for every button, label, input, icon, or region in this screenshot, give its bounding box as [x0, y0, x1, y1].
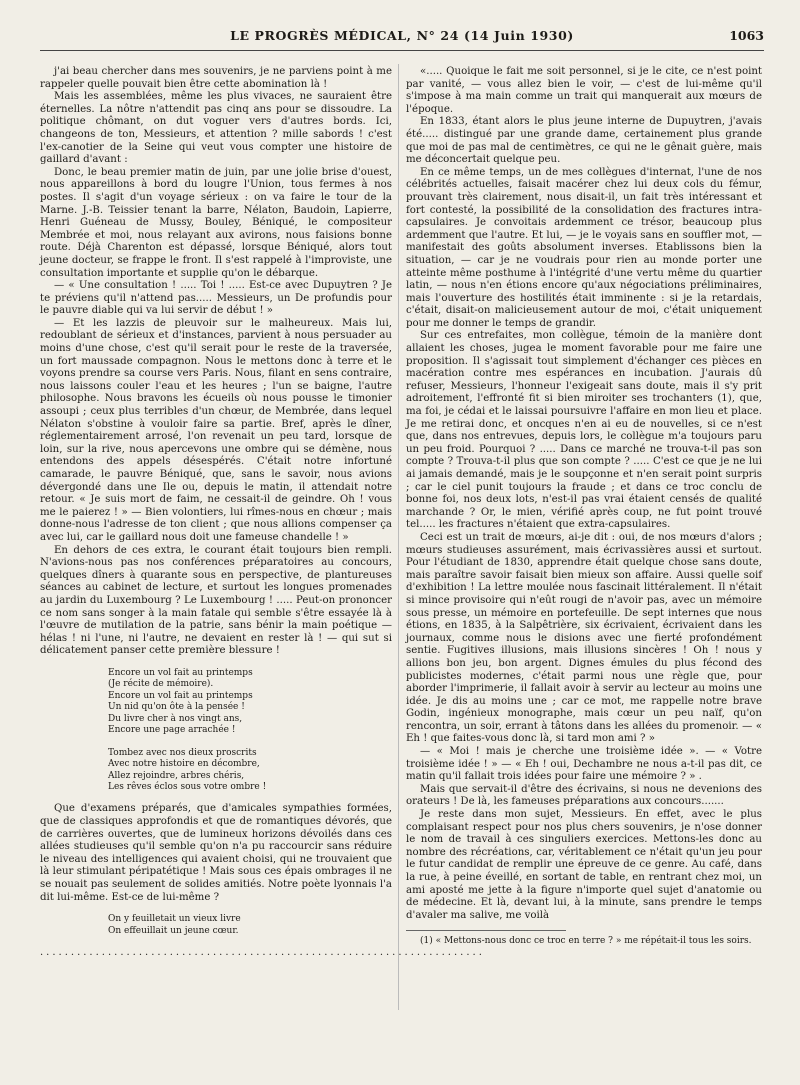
- paragraph: Donc, le beau premier matin de juin, par une jolie brise d'ouest, nous appareillons à bord du lougre l'Union, tous fermes à nos postes. Il s'agit d'un voyage sérieux : on va faire le tour de la Marne. J.-B. Teissier tenant la barre, Nélaton, Baudoin, Lapierre, Henri Guéneau de Mussy, Bouley, Béniqué, le compositeur Membrée et moi, nous relayant aux avirons, nous faisions bonne route. Déjà Charenton est dépassé, lorsque Béniqué, alors tout jeune docteur, se frappe le front. Il s'est rappelé à l'improviste, une consultation importante et supplie qu'on le débarque.: [40, 166, 392, 279]
- poem-line: (Je récite de mémoire).: [108, 679, 214, 690]
- paragraph: Que d'examens préparés, que d'amicales sympathies formées, que de classiques approfondis et que de romantiques dévorés, que de carrières ouvertes, que de lumineux horizons dévoilés dans ces allées studieuses qu'il semble qu'on n'a pu raccourcir sans réduire le niveau des intelligences qui avaient choisi, qui ne trouvaient que là leur stimulant péripatétique ! Mais sous ces épais ombrages il ne se nouait pas seulement de solides amitiés. Notre poète lyonnais l'a dit lui-même. Est-ce de lui-même ?: [40, 803, 392, 903]
- poem-line: On effeuillait un jeune cœur.: [108, 925, 239, 936]
- paragraph: j'ai beau chercher dans mes souvenirs, je ne parviens point à me rappeler quelle pouvait bien être cette abomination là !: [40, 66, 392, 90]
- footnote: (1) « Mettons-nous donc ce troc en terre ? » me répétait-il tous les soirs.: [420, 936, 752, 947]
- poem-line: Les rêves éclos sous votre ombre !: [108, 781, 267, 792]
- poem-line: Allez rejoindre, arbres chéris,: [108, 770, 245, 781]
- poem-couplet: [108, 914, 392, 937]
- poem: [108, 668, 392, 793]
- poem-line: Avec notre histoire en décombre,: [108, 759, 260, 770]
- poem-line: Encore une page arrachée !: [108, 724, 236, 735]
- paragraph: Ceci est un trait de mœurs, ai-je dit : oui, de nos mœurs d'alors ; mœurs studieuses assurément, mais écrivassières aussi et surtout. Pour l'étudiant de 1830, apprendre était quelque chose sans doute, mais paraître savoir faisait bien mieux son affaire. Aussi quelle soif d'exhibition ! La lettre moulée nous fascinait littéralement. Il n'était si mince provisoire qui n'eût rougi de n'avoir pas, avec un mémoire sous presse, un mémoire en portefeuille. De sept internes que nous étions, en 1835, à la Salpêtrière, six écrivaient, écrivaient dans les journaux, comme nous le disions avec une fierté profondément sentie. Fugitives illusions, mais illusions sincères ! Oh ! nous y allions bon jeu, bon argent. Dignes émules du plus fécond des publicistes modernes, c'était parmi nous une règle que, pour aborder l'imprimerie, il fallait avoir à servir au lecteur au moins une idée. Je dis au moins une ; car ce mot, me rappelle notre brave Godin, ingénieux monographe, mais cœur un peu naïf, qu'on rencontra, un soir, errant à tâtons dans les allées du promenoir. — « Eh ! que faites-vous donc là, si tard mon ami ? »: [406, 531, 762, 745]
- poem-line: Encore un vol fait au printemps: [108, 667, 253, 678]
- poem-stanza-break: [108, 736, 392, 747]
- running-title: LE PROGRÈS MÉDICAL, N° 24 (14 Juin 1930): [230, 28, 574, 43]
- poem-line: Encore un vol fait au printemps: [108, 690, 253, 701]
- right-column: [406, 66, 762, 1014]
- poem-line: Du livre cher à nos vingt ans,: [108, 713, 243, 724]
- paragraph: Je reste dans mon sujet, Messieurs. En effet, avec le plus complaisant respect pour nos plus chers souvenirs, je n'ose donner le nom de travail à ces singuliers exercices. Mettons-les donc au nombre des récréations, car, véritablement ce n'était qu'un jeu pour le futur candidat de remplir une épreuve de ce genre. Au café, dans la rue, à peine éveillé, en sortant de table, en rentrant chez moi, un ami aposté me jette à la figure n'importe quel sujet d'anatomie ou de médecine. Et là, devant lui, à la minute, sans prendre le temps d'avaler ma salive, me voilà: [406, 809, 762, 921]
- poem-line: On y feuilletait un vieux livre: [108, 914, 241, 925]
- paragraph: En dehors de ces extra, le courant était toujours bien rempli. N'avions-nous pas nos conférences préparatoires au concours, quelques dîners à quarante sous en perspective, de plantureuses séances au cabinet de lecture, et surtout les longues promenades au jardin du Luxembourg ? Le Luxembourg ! ..... Peut-on prononcer ce nom sans songer à la main fatale qui semble s'être essayée là à l'œuvre de mutilation de la patrie, sans bénir la main poétique — hélas ! ni l'une, ni l'autre, ne devaient en rester là ! — qui sut si délicatement panser cette première blessure !: [40, 544, 392, 657]
- paragraph: — Et les lazzis de pleuvoir sur le malheureux. Mais lui, redoublant de sérieux et d'instances, parvient à nous persuader au moins d'une chose, c'est qu'il serait pour le reste de la traversée, un fort maussade compagnon. Nous le mettons donc à terre et le voyons prendre sa course vers Paris. Nous, filant en sens contraire, nous laissons couler l'eau et les heures ; l'un se baigne, l'autre philosophe. Nous bravons les écueils où nous pousse le timonier assoupi ; ceux plus terribles d'un chœur, de Membrée, dans lequel Nélaton s'obstine à vouloir faire sa partie. Bref, après le dîner, réglementairement arrosé, l'on revenait un peu tard, lorsque de loin, sur la rive, nous apercevons une ombre qui se démène, nous entendons des appels désespérés. C'était notre infortuné camarade, le pauvre Béniqué, que, sans le savoir, nous avions dévergondé dans une Ile ou, depuis le matin, il attendait notre retour. « Je suis mort de faim, ne cessait-il de geindre. Oh ! vous me le paierez ! » — Bien volontiers, lui rîmes-nous en chœur ; mais donne-nous l'adresse de ton client ; que nous allions compenser ça avec lui, car le gaillard nous doit une fameuse chandelle ! »: [40, 317, 392, 543]
- paragraph: Sur ces entrefaites, mon collègue, témoin de la manière dont allaient les choses, jugea le moment favorable pour me faire une proposition. Il s'agissait tout simplement d'échanger ces pièces en macération contre mes espérances en incubation. J'aurais dû refuser, Messieurs, l'honneur l'exigeait sans doute, mais il s'y prit adroitement, l'effronté fit si bien miroiter ses trochanters (1), que, ma foi, je cédai et le laissai poursuivre l'affaire en mon lieu et place. Je me retirai donc, et oncques n'en ai eu de nouvelles, si ce n'est que, dans nos entrevues, depuis lors, le collègue m'a toujours paru un peu froid. Pourquoi ? ..... Dans ce marché ne trouva-t-il pas son compte ? Trouva-t-il plus que son compte ? ..... C'est ce que je ne lui ai jamais demandé, mais je le soupçonne et n'en serait point surpris ; car le ciel punit toujours la fraude ; et dans ce troc conclu de bonne foi, nos deux lots, n'est-il pas vrai étaient censés de qualité marchande ? Or, le mien, vérifié après coup, ne fut point trouvé tel..... les fractures n'étaient que extra-capsulaires.: [406, 330, 762, 531]
- paragraph: En 1833, étant alors le plus jeune interne de Dupuytren, j'avais été..... distingué par une grande dame, certainement plus grande que moi de pas mal de centimètres, ce qui ne le gênait guère, mais me déconcertait quelque peu.: [406, 116, 762, 166]
- paragraph: «..... Quoique le fait me soit personnel, si je le cite, ce n'est point par vanité, — vous allez bien le voir, — c'est de lui-même qu'il s'impose à ma main comme un trait qui manquerait aux mœurs de l'époque.: [406, 66, 762, 115]
- paragraph: En ce même temps, un de mes collègues d'internat, l'une de nos célébrités actuelles, faisait macérer chez lui deux cols du fémur, prouvant très clairement, nous disait-il, un fait très intéressant et fort contesté, la possibilité de la consolidation des fractures intra-capsulaires. Je convoitais ardemment ce trésor, beaucoup plus ardemment que l'autre. Et lui, — je le voyais sans en souffler mot, — manifestait des goûts absolument inverses. Etablissons bien la situation, — car je ne voudrais pour rien au monde porter une atteinte même posthume à l'intégrité d'une vertu même du quartier latin, — nous n'en étions encore qu'aux négociations préliminaires, mais l'ouverture des hostilités était imminente : si je la retardais, c'était, disait-on malicieusement autour de moi, c'était uniquement pour me donner le temps de grandir.: [406, 166, 762, 329]
- footnote-rule: [406, 930, 566, 931]
- paragraph: — « Une consultation ! ..... Toi ! ..... Est-ce avec Dupuytren ? Je te préviens qu'il n'attend pas..... Messieurs, un De profundis pour le pauvre diable qui va lui servir de début ! »: [40, 280, 392, 317]
- dotted-separator: ........................................................................: [40, 946, 485, 958]
- page-number: 1063: [729, 28, 764, 43]
- header-rule: [40, 50, 764, 51]
- paragraph: — « Moi ! mais je cherche une troisième idée ». — « Votre troisième idée ! » — « Eh ! oui, Dechambre ne nous a-t-il pas dit, ce matin qu'il fallait trois idées pour faire une mémoire ? » .: [406, 746, 762, 783]
- page-header: [40, 26, 764, 46]
- left-column: [40, 66, 485, 1014]
- paragraph: Mais que servait-il d'être des écrivains, si nous ne devenions des orateurs ! De là, les fameuses préparations aux concours.......: [406, 783, 762, 808]
- paragraph: Mais les assemblées, même les plus vivaces, ne sauraient être éternelles. La nôtre n'attendit pas cinq ans pour se dissoudre. La politique chômant, on dut voguer vers d'autres bords. Ici, changeons de ton, Messieurs, et attention ? mille sabords ! c'est l'ex-canotier de la Seine qui veut vous compter une histoire de gaillard d'avant :: [40, 91, 392, 166]
- column-divider: [398, 64, 399, 1010]
- poem-line: Un nid qu'on ôte à la pensée !: [108, 702, 245, 713]
- poem-line: Tombez avec nos dieux proscrits: [108, 747, 257, 758]
